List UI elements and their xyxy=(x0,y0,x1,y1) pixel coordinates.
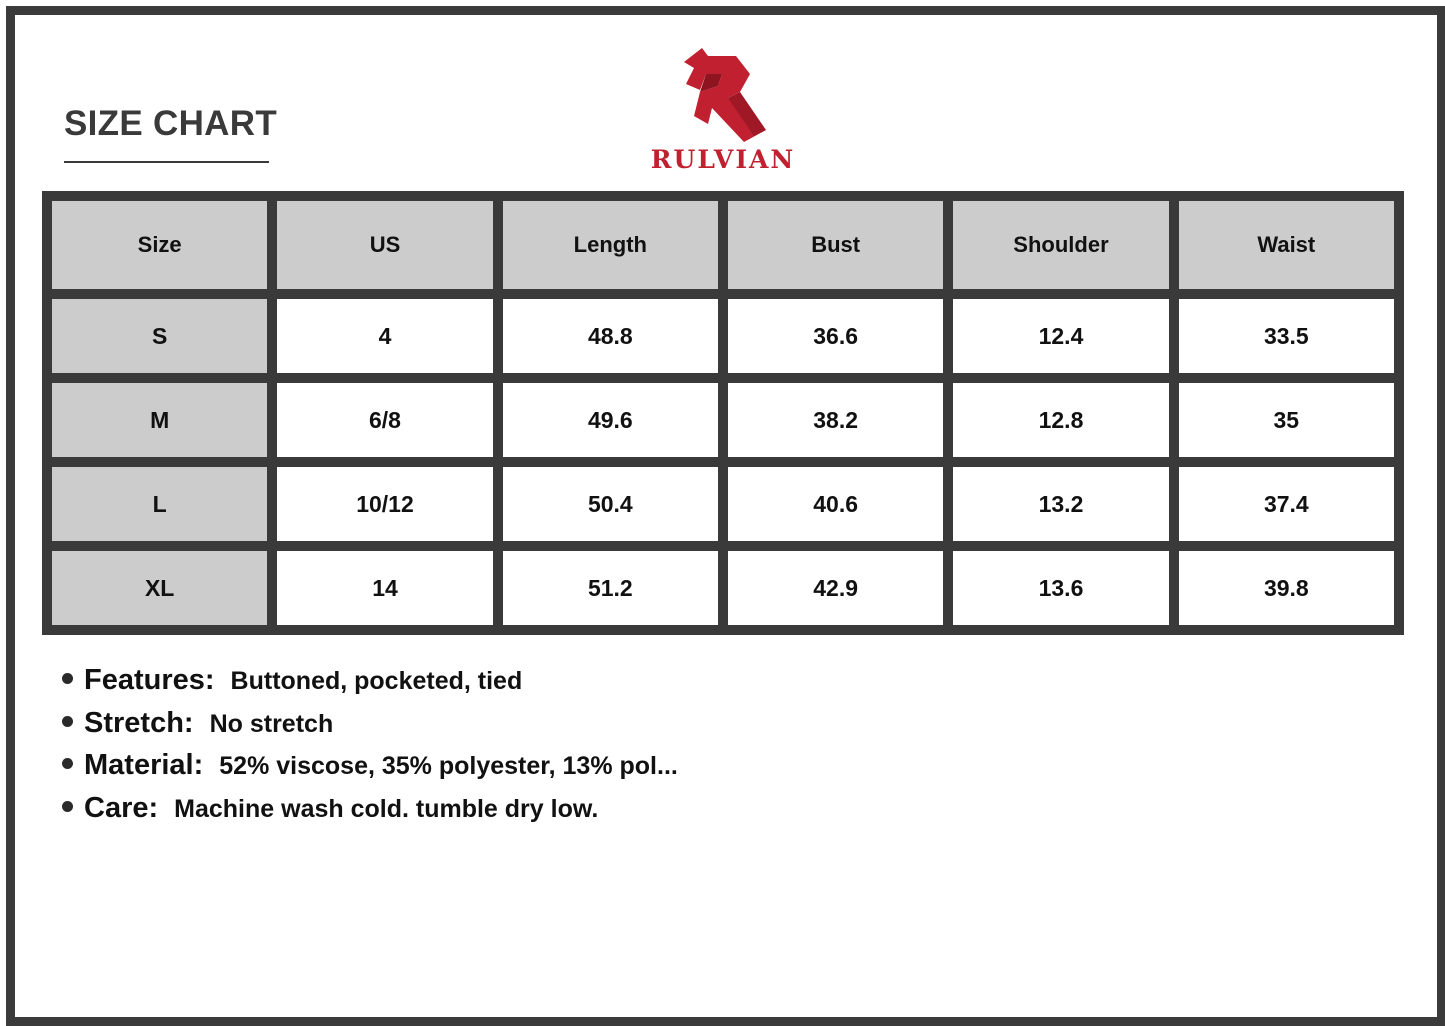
bullet-icon xyxy=(62,673,73,684)
bust-cell: 36.6 xyxy=(728,299,943,373)
column-header-bust: Bust xyxy=(728,201,943,289)
page-title: SIZE CHART xyxy=(64,104,277,143)
length-cell: 49.6 xyxy=(503,383,718,457)
bullet-icon xyxy=(62,716,73,727)
table-row xyxy=(52,299,1394,373)
shoulder-cell: 12.8 xyxy=(953,383,1168,457)
us-cell: 6/8 xyxy=(277,383,492,457)
column-header-length: Length xyxy=(503,201,718,289)
column-header-us: US xyxy=(277,201,492,289)
table-header-row xyxy=(52,201,1394,289)
bust-cell: 40.6 xyxy=(728,467,943,541)
rulvian-logo-icon xyxy=(678,44,770,144)
size-cell: M xyxy=(52,383,267,457)
table-row xyxy=(52,551,1394,625)
length-cell: 50.4 xyxy=(503,467,718,541)
table-row xyxy=(52,383,1394,457)
column-header-size: Size xyxy=(52,201,267,289)
bust-cell: 42.9 xyxy=(728,551,943,625)
waist-cell: 39.8 xyxy=(1179,551,1394,625)
detail-label: Features: xyxy=(84,664,215,696)
size-cell: XL xyxy=(52,551,267,625)
us-cell: 4 xyxy=(277,299,492,373)
waist-cell: 37.4 xyxy=(1179,467,1394,541)
brand-name: RULVIAN xyxy=(650,145,796,174)
shoulder-cell: 13.6 xyxy=(953,551,1168,625)
length-cell: 51.2 xyxy=(503,551,718,625)
detail-features xyxy=(62,664,678,707)
detail-value: No stretch xyxy=(209,709,334,738)
size-cell: L xyxy=(52,467,267,541)
size-cell: S xyxy=(52,299,267,373)
detail-label: Material: xyxy=(84,749,204,781)
waist-cell: 35 xyxy=(1179,383,1394,457)
bullet-icon xyxy=(62,801,73,812)
product-details xyxy=(62,664,678,834)
us-cell: 14 xyxy=(277,551,492,625)
table-row xyxy=(52,467,1394,541)
bullet-icon xyxy=(62,758,73,769)
detail-stretch xyxy=(62,707,678,750)
waist-cell: 33.5 xyxy=(1179,299,1394,373)
detail-care xyxy=(62,792,678,835)
column-header-shoulder: Shoulder xyxy=(953,201,1168,289)
shoulder-cell: 12.4 xyxy=(953,299,1168,373)
bust-cell: 38.2 xyxy=(728,383,943,457)
shoulder-cell: 13.2 xyxy=(953,467,1168,541)
detail-value: Machine wash cold. tumble dry low. xyxy=(174,794,599,823)
length-cell: 48.8 xyxy=(503,299,718,373)
detail-label: Care: xyxy=(84,791,159,824)
us-cell: 10/12 xyxy=(277,467,492,541)
detail-label: Stretch: xyxy=(84,706,194,739)
column-header-waist: Waist xyxy=(1179,201,1394,289)
detail-material xyxy=(62,749,678,792)
detail-value: Buttoned, pocketed, tied xyxy=(230,667,523,695)
detail-value: 52% viscose, 35% polyester, 13% pol... xyxy=(219,752,678,780)
title-underline xyxy=(64,161,269,163)
size-chart-table xyxy=(42,191,1404,635)
